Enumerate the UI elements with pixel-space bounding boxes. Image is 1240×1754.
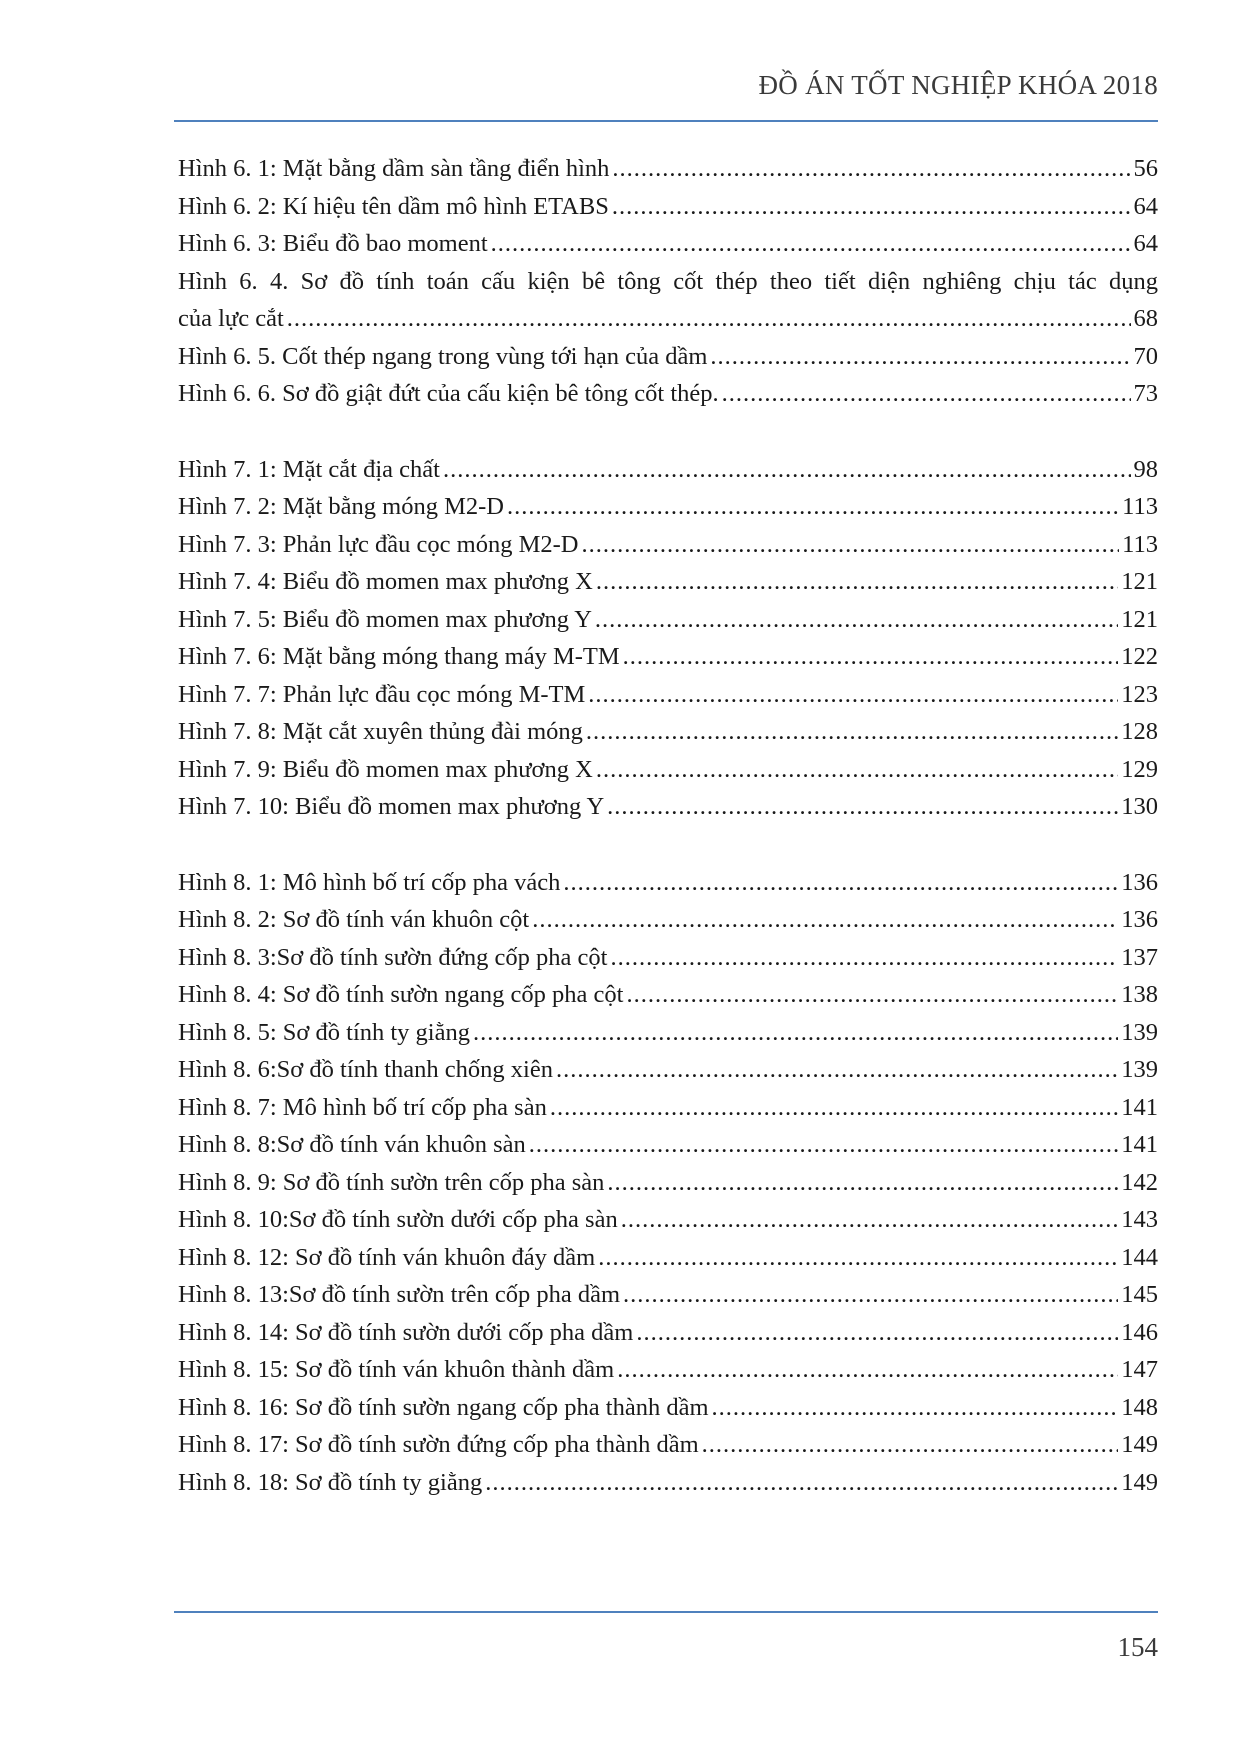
leader-dots — [617, 1351, 1118, 1389]
leader-dots — [612, 150, 1130, 188]
leader-dots — [529, 1126, 1118, 1164]
leader-dots — [712, 1389, 1119, 1427]
toc-entry[interactable] — [178, 1239, 1158, 1277]
leader-dots — [607, 788, 1118, 826]
leader-dots — [532, 901, 1118, 939]
toc-entry-label: Hình 6. 2: Kí hiệu tên dầm mô hình ETABS — [178, 192, 609, 220]
toc-entry-page: 147 — [1121, 1356, 1158, 1383]
toc-entry[interactable] — [178, 1464, 1158, 1502]
toc-entry[interactable] — [178, 1164, 1158, 1202]
toc-entry-page: 136 — [1121, 906, 1158, 933]
toc-entry-label: Hình 8. 12: Sơ đồ tính ván khuôn đáy dầm — [178, 1243, 596, 1271]
toc-entry[interactable] — [178, 638, 1158, 676]
toc-entry[interactable] — [178, 1014, 1158, 1052]
leader-dots — [596, 563, 1118, 601]
leader-dots — [607, 1164, 1118, 1202]
toc-entry[interactable] — [178, 188, 1158, 226]
toc-entry-page: 139 — [1121, 1018, 1158, 1046]
toc-entry-label: Hình 8. 10:Sơ đồ tính sườn dưới cốp pha sàn — [178, 1206, 618, 1233]
toc-entry-label: Hình 8. 4: Sơ đồ tính sườn ngang cốp pha cột — [178, 981, 624, 1008]
toc-entry-page: 146 — [1121, 1318, 1158, 1346]
leader-dots — [556, 1051, 1118, 1089]
toc-entry-page: 137 — [1121, 943, 1158, 971]
leader-dots — [636, 1314, 1118, 1352]
toc-entry-label: Hình 7. 3: Phản lực đầu cọc móng M2-D — [178, 530, 579, 558]
toc-entry[interactable] — [178, 1051, 1158, 1089]
leader-dots — [623, 638, 1119, 676]
toc-entry-page: 64 — [1133, 230, 1158, 257]
toc-entry-label: Hình 7. 8: Mặt cắt xuyên thủng đài móng — [178, 718, 583, 745]
toc-entry-page: 142 — [1121, 1168, 1158, 1196]
toc-entry[interactable] — [178, 751, 1158, 789]
leader-dots — [563, 864, 1118, 902]
toc-entry-label: Hình 7. 9: Biểu đồ momen max phương X — [178, 755, 593, 783]
toc-entry[interactable] — [178, 676, 1158, 714]
toc-entry[interactable] — [178, 526, 1158, 564]
toc-entry[interactable] — [178, 375, 1158, 413]
toc-entry-page: 138 — [1121, 981, 1158, 1008]
page-number: 154 — [1117, 1632, 1158, 1662]
list-of-figures — [178, 150, 1158, 1539]
toc-entry-label-continued: của lực cắt — [178, 305, 284, 332]
toc-entry-label: Hình 8. 18: Sơ đồ tính ty giằng — [178, 1468, 483, 1496]
toc-entry-page: 68 — [1133, 305, 1158, 332]
leader-dots — [702, 1426, 1119, 1464]
toc-entry[interactable] — [178, 1089, 1158, 1127]
toc-entry[interactable] — [178, 864, 1158, 902]
toc-entry-label: Hình 8. 3:Sơ đồ tính sườn đứng cốp pha cột — [178, 943, 608, 971]
toc-entry[interactable] — [178, 1126, 1158, 1164]
toc-entry-label: Hình 7. 2: Mặt bằng móng M2-D — [178, 493, 504, 520]
leader-dots — [586, 713, 1118, 751]
toc-entry-label: Hình 7. 4: Biểu đồ momen max phương X — [178, 568, 593, 595]
toc-entry-page: 113 — [1122, 493, 1158, 520]
toc-entry[interactable] — [178, 225, 1158, 263]
leader-dots — [485, 1464, 1118, 1502]
toc-entry-page: 139 — [1121, 1056, 1158, 1083]
toc-entry-page: 73 — [1133, 380, 1158, 407]
leader-dots — [595, 601, 1118, 639]
figure-group-chapter-6 — [178, 150, 1158, 413]
toc-entry-label: Hình 8. 17: Sơ đồ tính sườn đứng cốp pha thành dầm — [178, 1431, 699, 1458]
toc-entry-label: Hình 6. 3: Biểu đồ bao moment — [178, 230, 488, 257]
toc-entry-label: Hình 6. 1: Mặt bằng dầm sàn tầng điển hình — [178, 155, 610, 182]
leader-dots — [722, 375, 1131, 413]
toc-entry-page: 143 — [1121, 1206, 1158, 1233]
toc-entry-label: Hình 8. 13:Sơ đồ tính sườn trên cốp pha dầm — [178, 1281, 621, 1308]
toc-entry-page: 113 — [1122, 530, 1158, 558]
toc-entry-page: 70 — [1133, 342, 1158, 370]
toc-entry-page: 123 — [1121, 680, 1158, 708]
toc-entry-page: 129 — [1121, 755, 1158, 783]
page-header-title: ĐỒ ÁN TỐT NGHIỆP KHÓA 2018 — [758, 70, 1158, 100]
toc-entry-page: 149 — [1121, 1468, 1158, 1496]
toc-entry[interactable] — [178, 1426, 1158, 1464]
toc-entry-page: 145 — [1121, 1281, 1158, 1308]
toc-entry-label: Hình 8. 5: Sơ đồ tính ty giằng — [178, 1018, 470, 1046]
toc-entry[interactable] — [178, 563, 1158, 601]
leader-dots — [507, 488, 1119, 526]
toc-entry-label: Hình 6. 4. Sơ đồ tính toán cấu kiện bê tông cốt thép theo tiết diện nghiêng chịu tác dụng — [178, 267, 1158, 295]
leader-dots — [550, 1089, 1118, 1127]
toc-entry-label: Hình 8. 9: Sơ đồ tính sườn trên cốp pha sàn — [178, 1168, 605, 1196]
toc-entry-page: 128 — [1121, 718, 1158, 745]
toc-entry[interactable] — [178, 713, 1158, 751]
toc-entry-page: 56 — [1133, 155, 1158, 182]
leader-dots — [443, 451, 1131, 489]
toc-entry[interactable] — [178, 150, 1158, 188]
toc-entry[interactable] — [178, 1351, 1158, 1389]
leader-dots — [491, 225, 1131, 263]
toc-entry[interactable] — [178, 1314, 1158, 1352]
toc-entry-page: 121 — [1121, 605, 1158, 633]
figure-group-chapter-7 — [178, 451, 1158, 826]
toc-entry[interactable] — [178, 263, 1158, 338]
toc-entry-page: 149 — [1121, 1431, 1158, 1458]
toc-entry-label: Hình 8. 2: Sơ đồ tính ván khuôn cột — [178, 906, 530, 933]
toc-entry[interactable] — [178, 939, 1158, 977]
toc-entry[interactable] — [178, 976, 1158, 1014]
leader-dots — [588, 676, 1118, 714]
toc-entry-label: Hình 7. 10: Biểu đồ momen max phương Y — [178, 793, 605, 820]
toc-entry[interactable] — [178, 601, 1158, 639]
toc-entry-label: Hình 6. 5. Cốt thép ngang trong vùng tới hạn của dầm — [178, 342, 708, 370]
toc-entry-label: Hình 8. 1: Mô hình bố trí cốp pha vách — [178, 868, 561, 896]
leader-dots — [598, 1239, 1118, 1277]
toc-entry-page: 148 — [1121, 1393, 1158, 1421]
leader-dots — [287, 300, 1131, 338]
leader-dots — [612, 188, 1131, 226]
toc-entry[interactable] — [178, 1201, 1158, 1239]
toc-entry-page: 64 — [1133, 192, 1158, 220]
header-rule — [174, 120, 1158, 122]
toc-entry-label: Hình 8. 7: Mô hình bố trí cốp pha sàn — [178, 1093, 547, 1121]
leader-dots — [473, 1014, 1118, 1052]
toc-entry-label: Hình 8. 8:Sơ đồ tính ván khuôn sàn — [178, 1131, 526, 1158]
toc-entry-page: 121 — [1121, 568, 1158, 595]
toc-entry[interactable] — [178, 1276, 1158, 1314]
toc-entry-label: Hình 7. 6: Mặt bằng móng thang máy M-TM — [178, 643, 620, 670]
toc-entry-label: Hình 7. 7: Phản lực đầu cọc móng M-TM — [178, 680, 586, 708]
toc-entry-label: Hình 7. 1: Mặt cắt địa chất — [178, 455, 440, 483]
toc-entry-page: 122 — [1121, 643, 1158, 670]
toc-entry[interactable] — [178, 788, 1158, 826]
leader-dots — [623, 1276, 1118, 1314]
footer-rule — [174, 1611, 1158, 1613]
toc-entry-label: Hình 8. 6:Sơ đồ tính thanh chống xiên — [178, 1056, 553, 1083]
toc-entry-label: Hình 6. 6. Sơ đồ giật đứt của cấu kiện bê tông cốt thép. — [178, 380, 719, 407]
toc-entry[interactable] — [178, 338, 1158, 376]
toc-entry[interactable] — [178, 1389, 1158, 1427]
toc-entry-page: 136 — [1121, 868, 1158, 896]
leader-dots — [596, 751, 1118, 789]
toc-entry-page: 98 — [1133, 455, 1158, 483]
toc-entry-page: 144 — [1121, 1243, 1158, 1271]
toc-entry-page: 141 — [1121, 1093, 1158, 1121]
toc-entry-page: 141 — [1121, 1131, 1158, 1158]
toc-entry[interactable] — [178, 451, 1158, 489]
toc-entry-label: Hình 8. 16: Sơ đồ tính sườn ngang cốp pha thành dầm — [178, 1393, 709, 1421]
leader-dots — [610, 939, 1118, 977]
toc-entry-page: 130 — [1121, 793, 1158, 820]
toc-entry-label: Hình 8. 14: Sơ đồ tính sườn dưới cốp pha dầm — [178, 1318, 634, 1346]
toc-entry[interactable] — [178, 901, 1158, 939]
leader-dots — [621, 1201, 1119, 1239]
figure-group-chapter-8 — [178, 864, 1158, 1502]
leader-dots — [581, 526, 1119, 564]
leader-dots — [626, 976, 1118, 1014]
toc-entry[interactable] — [178, 488, 1158, 526]
toc-entry-label: Hình 7. 5: Biểu đồ momen max phương Y — [178, 605, 592, 633]
toc-entry-label: Hình 8. 15: Sơ đồ tính ván khuôn thành dầm — [178, 1356, 615, 1383]
leader-dots — [710, 338, 1130, 376]
